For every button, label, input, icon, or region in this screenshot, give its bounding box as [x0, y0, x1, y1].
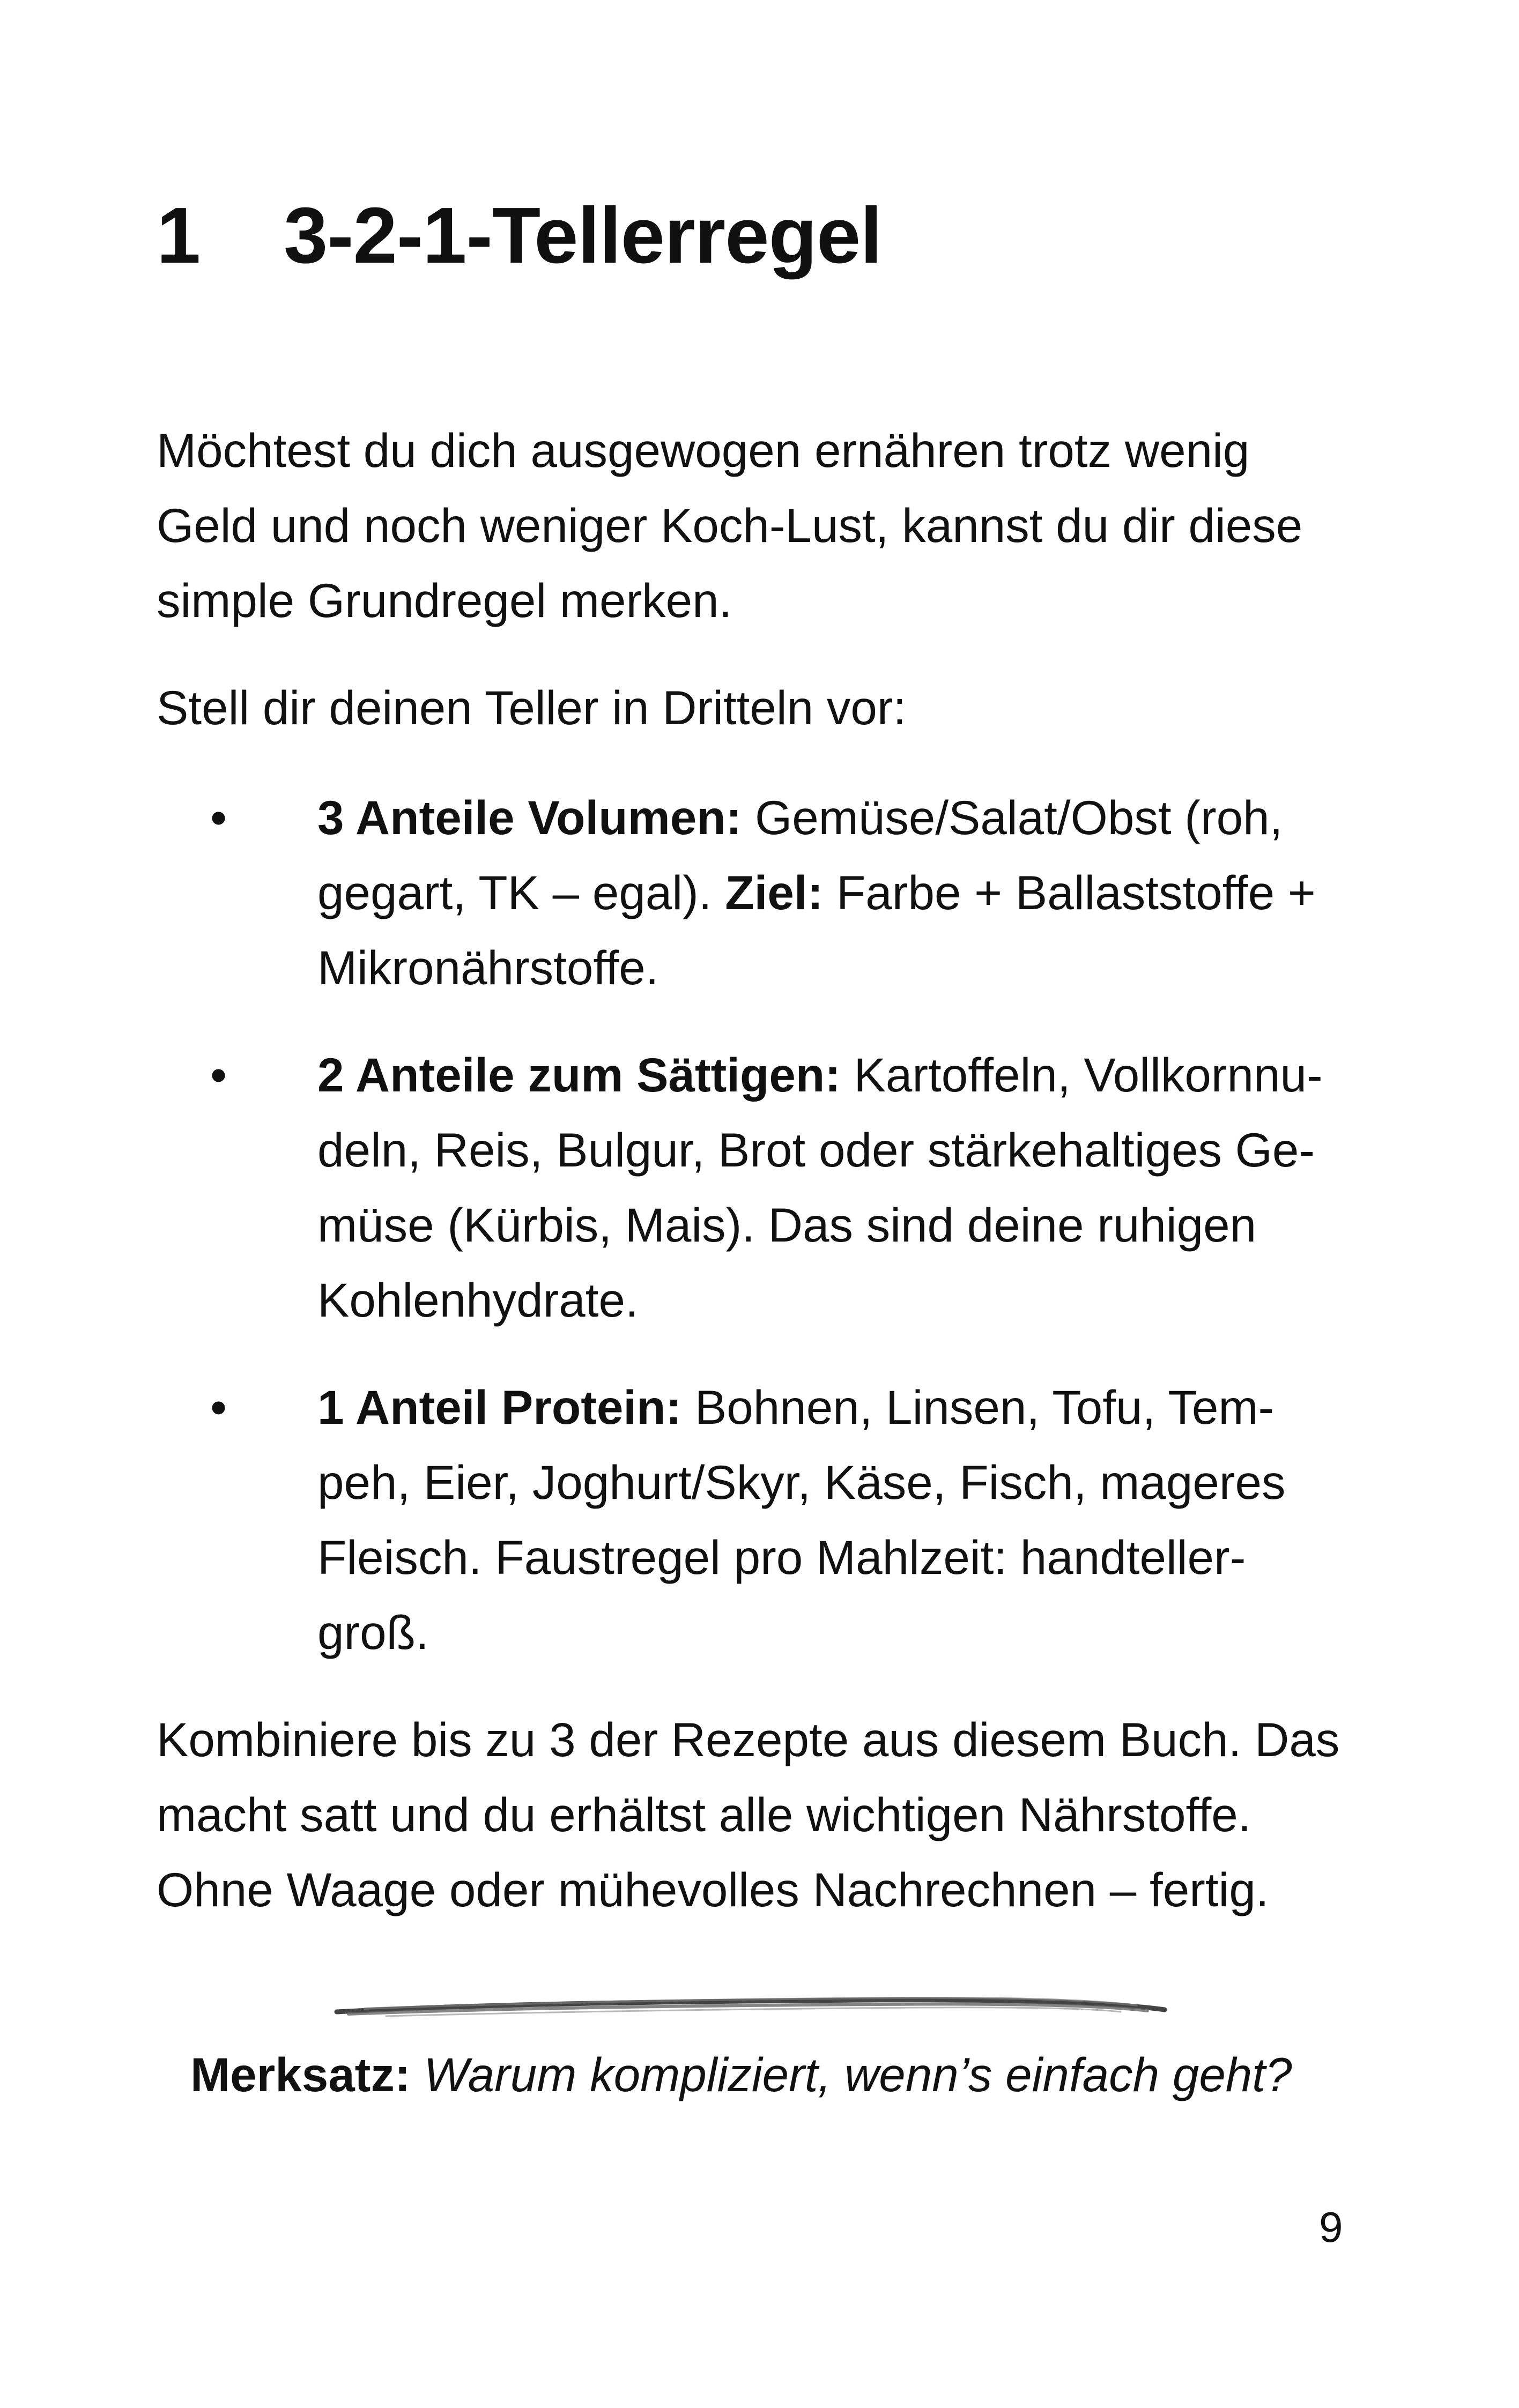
list-item-text	[317, 780, 1379, 1005]
item-text: Mikronährstoffe.	[317, 941, 659, 994]
item-text: Kohlenhydrate.	[317, 1273, 639, 1327]
key-takeaway	[190, 2037, 1292, 2112]
page-number: 9	[1319, 2203, 1343, 2251]
item-text: Bohnen, Linsen, Tofu, Tem-	[681, 1380, 1275, 1434]
closing-paragraph	[157, 1702, 1379, 1927]
lead-paragraph: Stell dir deinen Teller in Dritteln vor:	[157, 681, 907, 734]
item-label: 1 Anteil Protein:	[317, 1380, 682, 1434]
merksatz-quote: Warum kompliziert, wenn’s einfach geht?	[424, 2048, 1292, 2101]
closing-line: macht satt und du erhältst alle wichtigen Nährstoffe.	[157, 1788, 1251, 1841]
list-item-text	[317, 1037, 1379, 1337]
bullet-icon: •	[210, 1380, 227, 1434]
closing-line: Kombiniere bis zu 3 der Rezepte aus diesem Buch. Das	[157, 1713, 1340, 1766]
chapter-number: 1	[157, 191, 201, 280]
item-label: 2 Anteile zum Sättigen:	[317, 1048, 841, 1102]
closing-line: Ohne Waage oder mühevolles Nachrechnen – fertig.	[157, 1863, 1269, 1916]
intro-line: Geld und noch weniger Koch-Lust, kannst du dir diese	[157, 499, 1303, 552]
item-text: Gemüse/Salat/Obst (roh,	[742, 791, 1283, 844]
brush-stroke-divider	[332, 1991, 1169, 2024]
bullet-icon: •	[210, 1048, 227, 1102]
intro-paragraph	[157, 413, 1379, 638]
item-text: Fleisch. Faustregel pro Mahlzeit: handteller-	[317, 1530, 1246, 1584]
item-text: müse (Kürbis, Mais). Das sind deine ruhigen	[317, 1198, 1257, 1252]
merksatz-label: Merksatz:	[190, 2048, 411, 2101]
bullet-icon: •	[210, 791, 227, 844]
chapter-title: 3-2-1-Tellerregel	[284, 191, 882, 280]
item-text: Farbe + Ballaststoffe +	[823, 866, 1316, 919]
item-text: groß.	[317, 1606, 429, 1659]
item-label: 3 Anteile Volumen:	[317, 791, 742, 844]
intro-line: simple Grundregel merken.	[157, 574, 732, 627]
item-text: Kartoffeln, Vollkornnu-	[840, 1048, 1323, 1102]
intro-line: Möchtest du dich ausgewogen ernähren trotz wenig	[157, 423, 1250, 477]
item-text: peh, Eier, Joghurt/Skyr, Käse, Fisch, mageres	[317, 1455, 1286, 1509]
item-text: gegart, TK – egal).	[317, 866, 725, 919]
goal-label: Ziel:	[725, 866, 824, 919]
item-text: deln, Reis, Bulgur, Brot oder stärkehaltiges Ge-	[317, 1123, 1315, 1177]
list-item-text	[317, 1370, 1379, 1670]
chapter-heading	[157, 190, 881, 281]
